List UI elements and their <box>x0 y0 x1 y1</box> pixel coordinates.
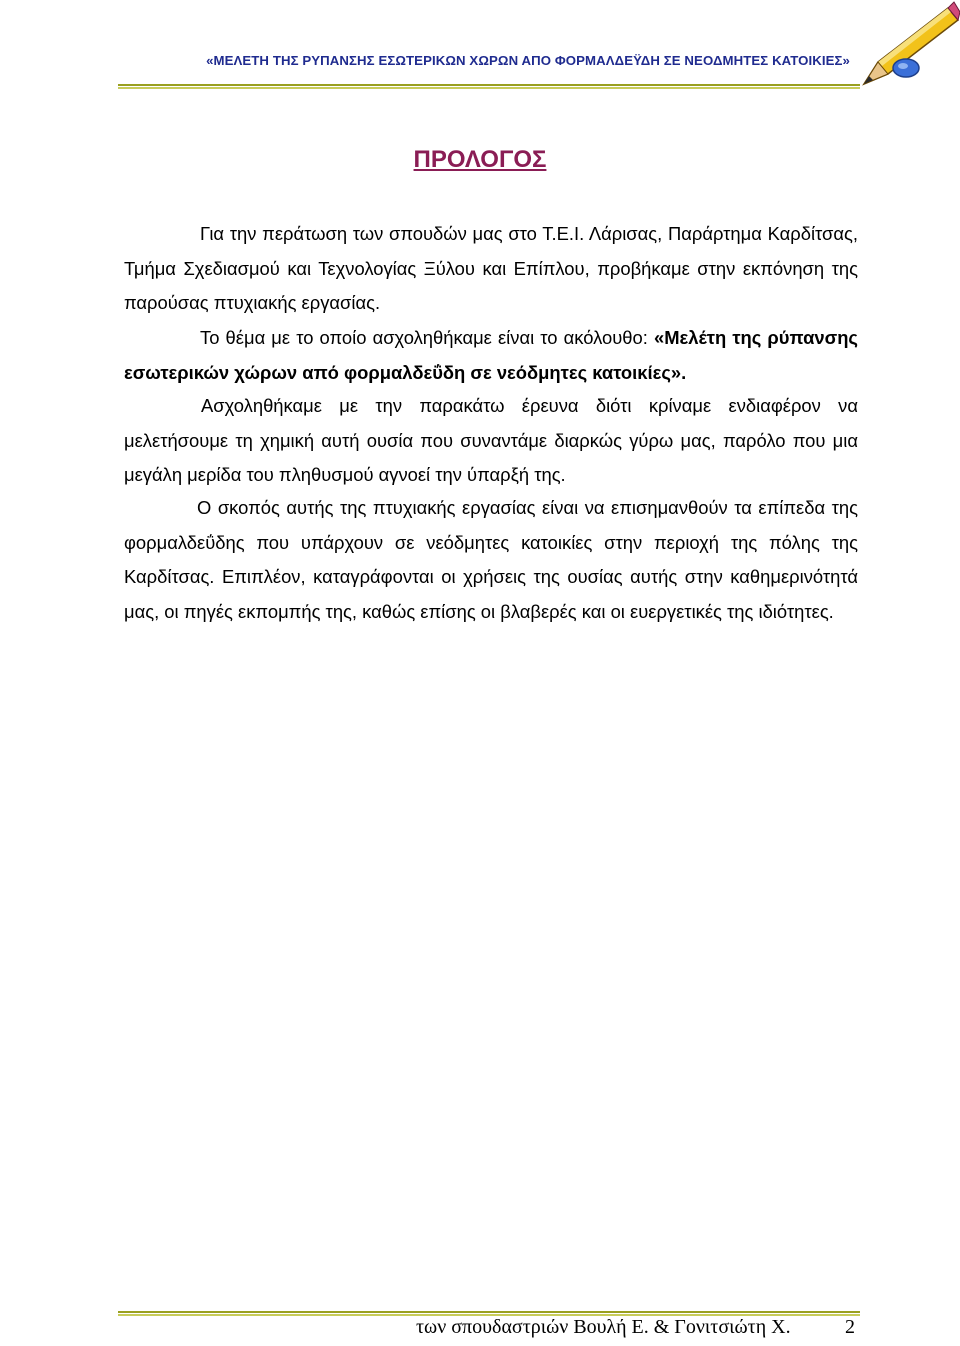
paragraph-3: Ασχοληθήκαμε με την παρακάτω έρευνα διότι κρίναμε ενδιαφέρον να μελετήσουμε τη χημική αυτή ουσία που συναντάμε διαρκώς γύρω μας, παρόλο που μια μεγάλη μερίδα του πληθυσμού αγνοεί την ύπαρξή της. <box>124 395 858 486</box>
header-rule <box>118 84 860 89</box>
paragraph-2 <box>124 321 858 390</box>
page-number: 2 <box>845 1316 855 1338</box>
footer-authors: των σπουδαστριών Βουλή Ε. & Γονιτσιώτη Χ. <box>416 1316 791 1338</box>
paragraph-1: Για την περάτωση των σπουδών μας στο Τ.Ε.Ι. Λάρισας, Παράρτημα Καρδίτσας, Τμήμα Σχεδιασμού και Τεχνολογίας Ξύλου και Επίπλου, προβήκαμε στην εκπόνηση της παρούσας πτυχιακής εργασίας. <box>124 223 858 314</box>
section-title: ΠΡΟΛΟΓΟΣ <box>413 146 547 173</box>
pencil-icon <box>858 0 960 92</box>
thesis-topic: «Μελέτη της ρύπανσης εσωτερικών χώρων από φορμαλδεΰδη σε νεόδμητες κατοικίες». <box>124 327 858 383</box>
paragraph-2-intro: Το θέμα με το οποίο ασχοληθήκαμε είναι το ακόλουθο: <box>200 327 654 348</box>
running-header-title: «ΜΕΛΕΤΗ ΤΗΣ ΡΥΠΑΝΣΗΣ ΕΣΩΤΕΡΙΚΩΝ ΧΩΡΩΝ ΑΠΟ ΦΟΡΜΑΛΔΕΫΔΗ ΣΕ ΝΕΟΔΜΗΤΕΣ ΚΑΤΟΙΚΙΕΣ» <box>206 53 850 68</box>
paragraph-4: Ο σκοπός αυτής της πτυχιακής εργασίας είναι να επισημανθούν τα επίπεδα της φορμαλδεΰδης που υπάρχουν σε νεόδμητες κατοικίες στην περιοχή της πόλης της Καρδίτσας. Επιπλέον, καταγράφονται οι χρήσεις της ουσίας αυτής στην καθημερινότητά μας, οι πηγές εκπομπής της, καθώς επίσης οι βλαβερές και οι ευεργετικές της ιδιότητες. <box>124 497 858 622</box>
